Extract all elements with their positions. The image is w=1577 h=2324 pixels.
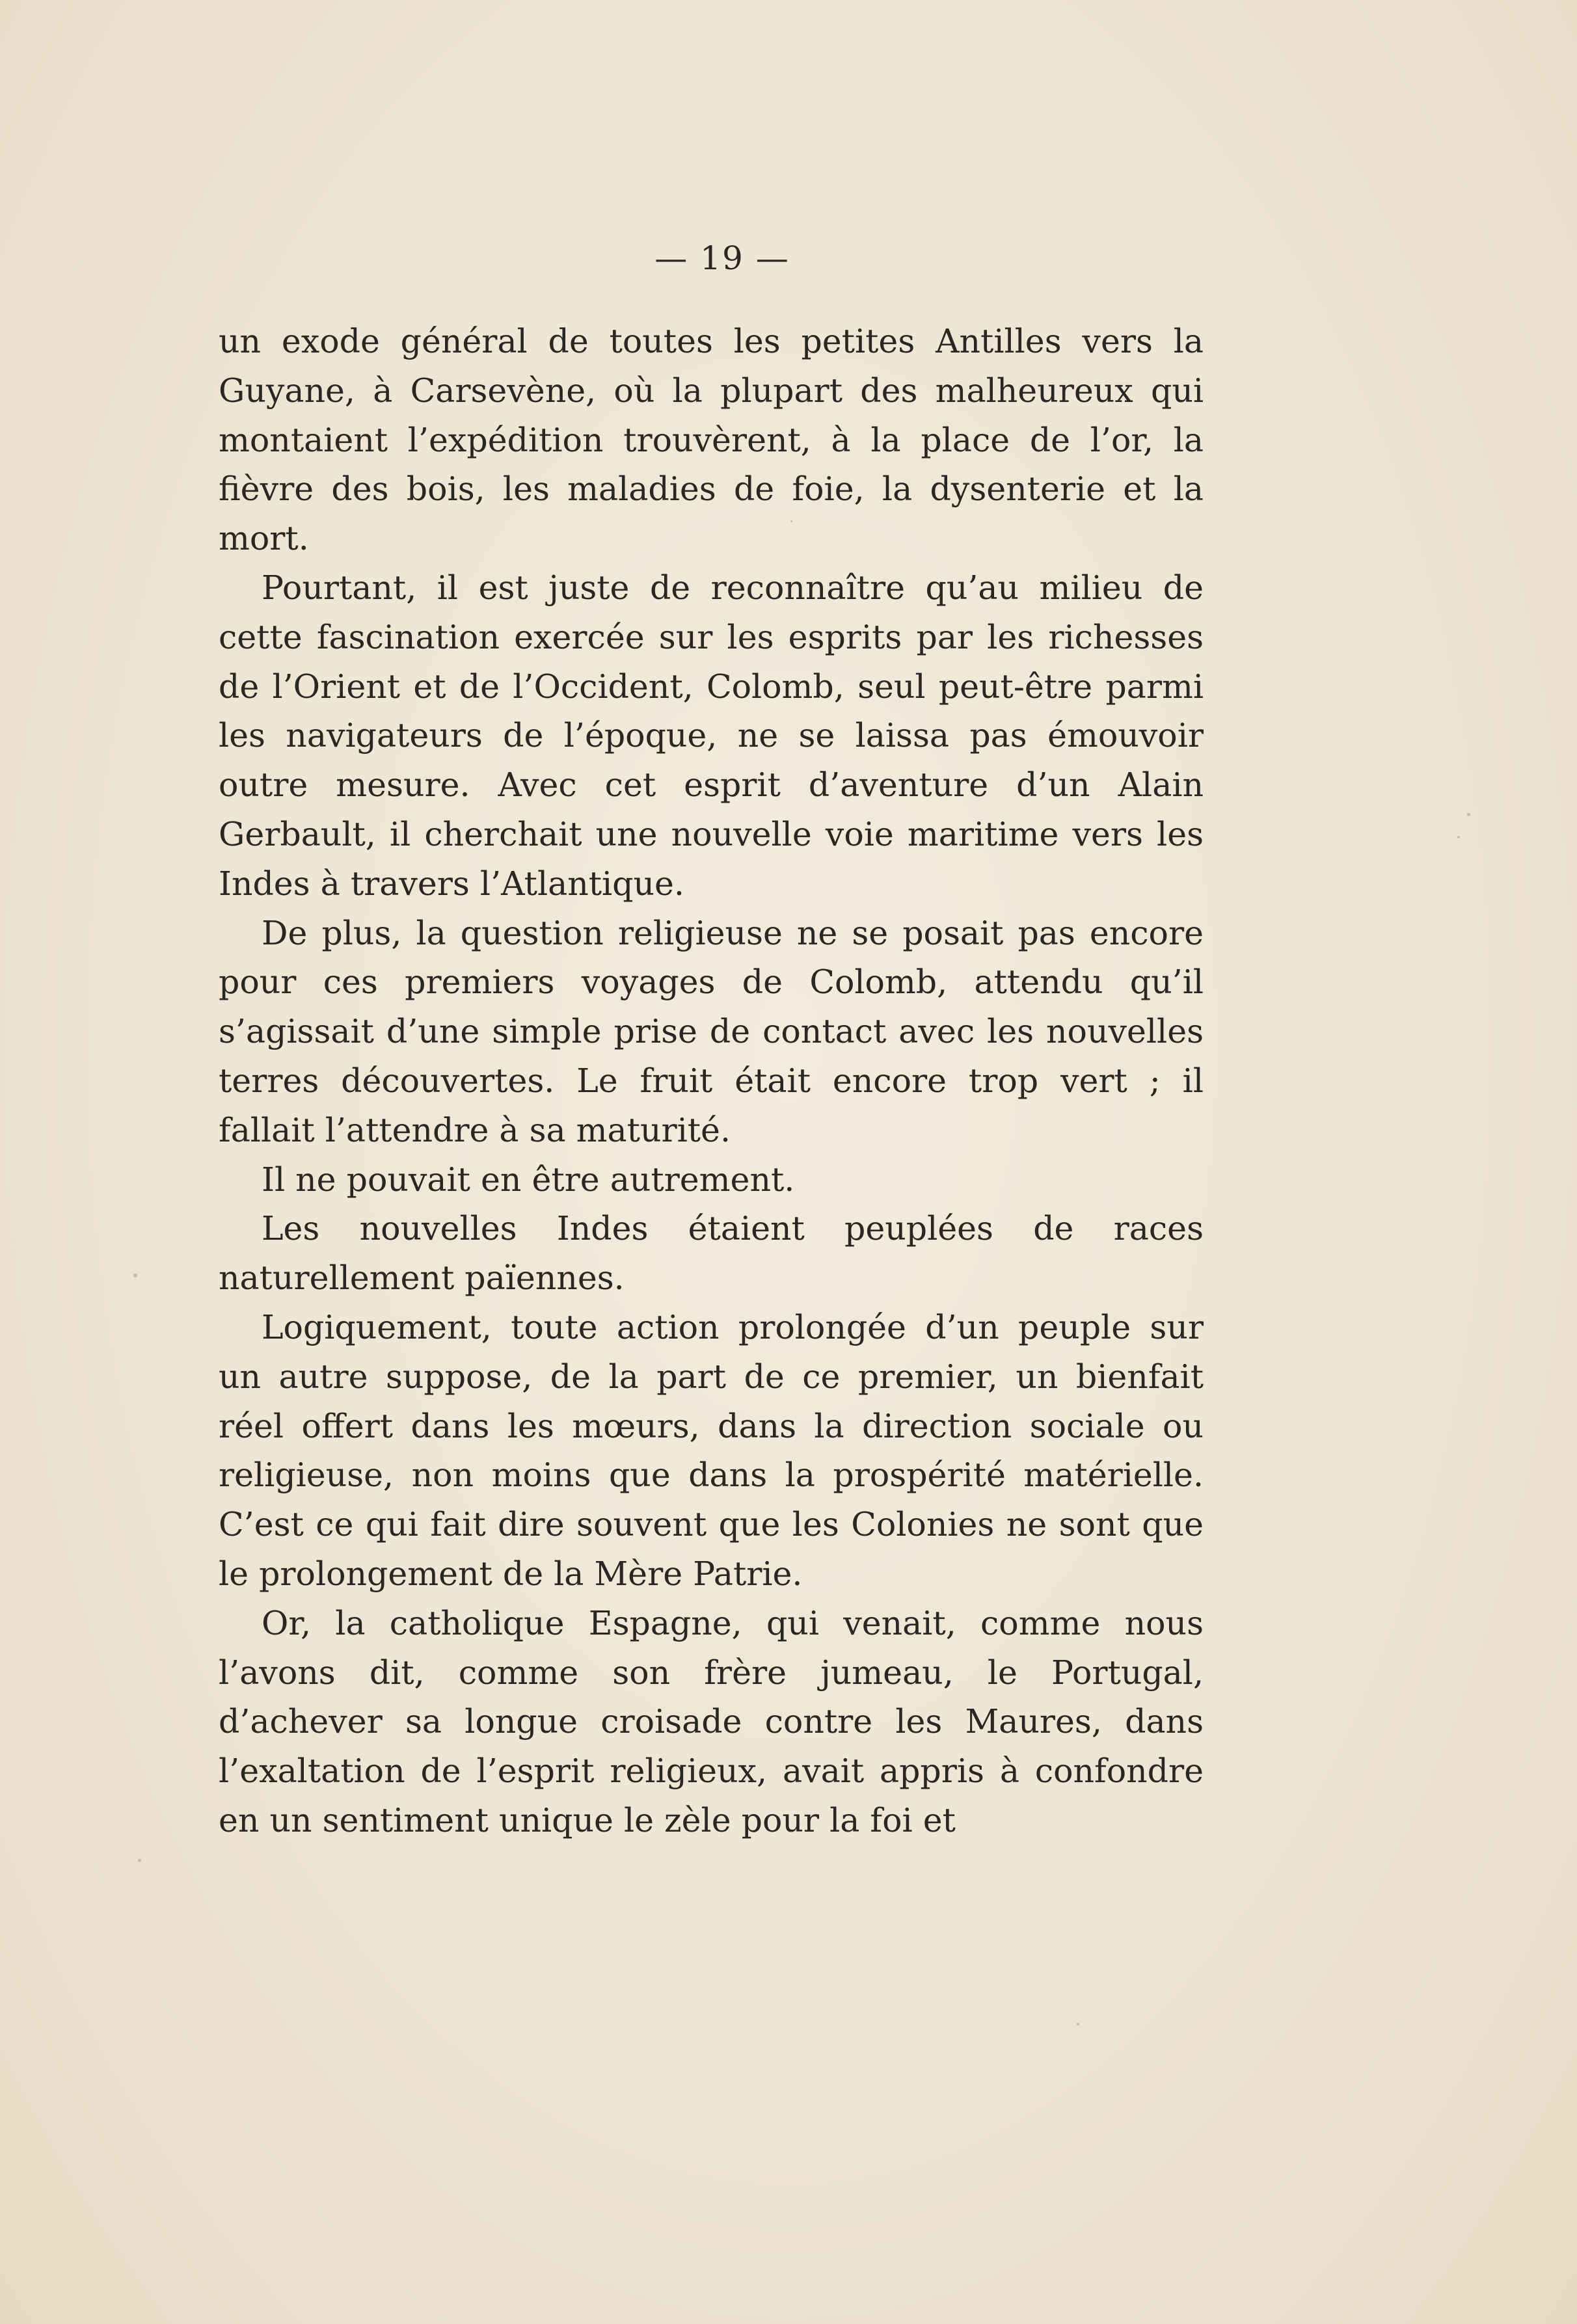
paragraph-5: Les nouvelles Indes étaient peuplées de races naturellement païennes.	[219, 1209, 1204, 1298]
paragraph-2: Pourtant, il est juste de reconnaître qu’au milieu de cette fascination exercée sur les esprits par les richesses de l’Orient et de l’Occident, Colomb, seul peut-être parmi les navigateurs de l’époque, ne se laissa pas émouvoir outre mesure. Avec cet esprit d’aventure d’un Alain Gerbault, il cherchait une nouvelle voie maritime vers les Indes à travers l’Atlantique.	[219, 568, 1204, 903]
paragraph-1: un exode général de toutes les petites Antilles vers la Guyane, à Carsevène, où la plupart des malheureux qui montaient l’expédition trouvèrent, à la place de l’or, la fièvre des bois, les maladies de foie, la dysenterie et la mort.	[219, 322, 1204, 558]
paper-speck	[1467, 813, 1470, 816]
paragraph-4: Il ne pouvait en être autrement.	[262, 1160, 795, 1199]
paper-speck	[790, 520, 792, 522]
paper-speck	[1077, 2023, 1079, 2025]
paper-speck	[1457, 836, 1460, 838]
paragraph-6: Logiquement, toute action prolongée d’un peuple sur un autre suppose, de la part de ce premier, un bienfait réel offert dans les mœurs, dans la direction sociale ou religieuse, non moins que dans la prospérité matérielle. C’est ce qui fait dire souvent que les Colonies ne sont que le prolongement de la Mère Patrie.	[219, 1307, 1204, 1593]
paragraph-7: Or, la catholique Espagne, qui venait, comme nous l’avons dit, comme son frère jumeau, le Portugal, d’achever sa longue croisade contre les Maures, dans l’exaltation de l’esprit religieux, avait appris à confondre en un sentiment unique le zèle pour la foi et	[219, 1603, 1204, 1839]
paper-speck	[133, 1274, 137, 1277]
body-text	[219, 317, 1204, 1845]
paper-speck	[138, 1859, 141, 1862]
page-number: — 19 —	[654, 239, 790, 277]
paragraph-3: De plus, la question religieuse ne se posait pas encore pour ces premiers voyages de Colomb, attendu qu’il s’agissait d’une simple prise de contact avec les nouvelles terres découvertes. Le fruit était encore trop vert ; il fallait l’attendre à sa maturité.	[219, 913, 1204, 1149]
